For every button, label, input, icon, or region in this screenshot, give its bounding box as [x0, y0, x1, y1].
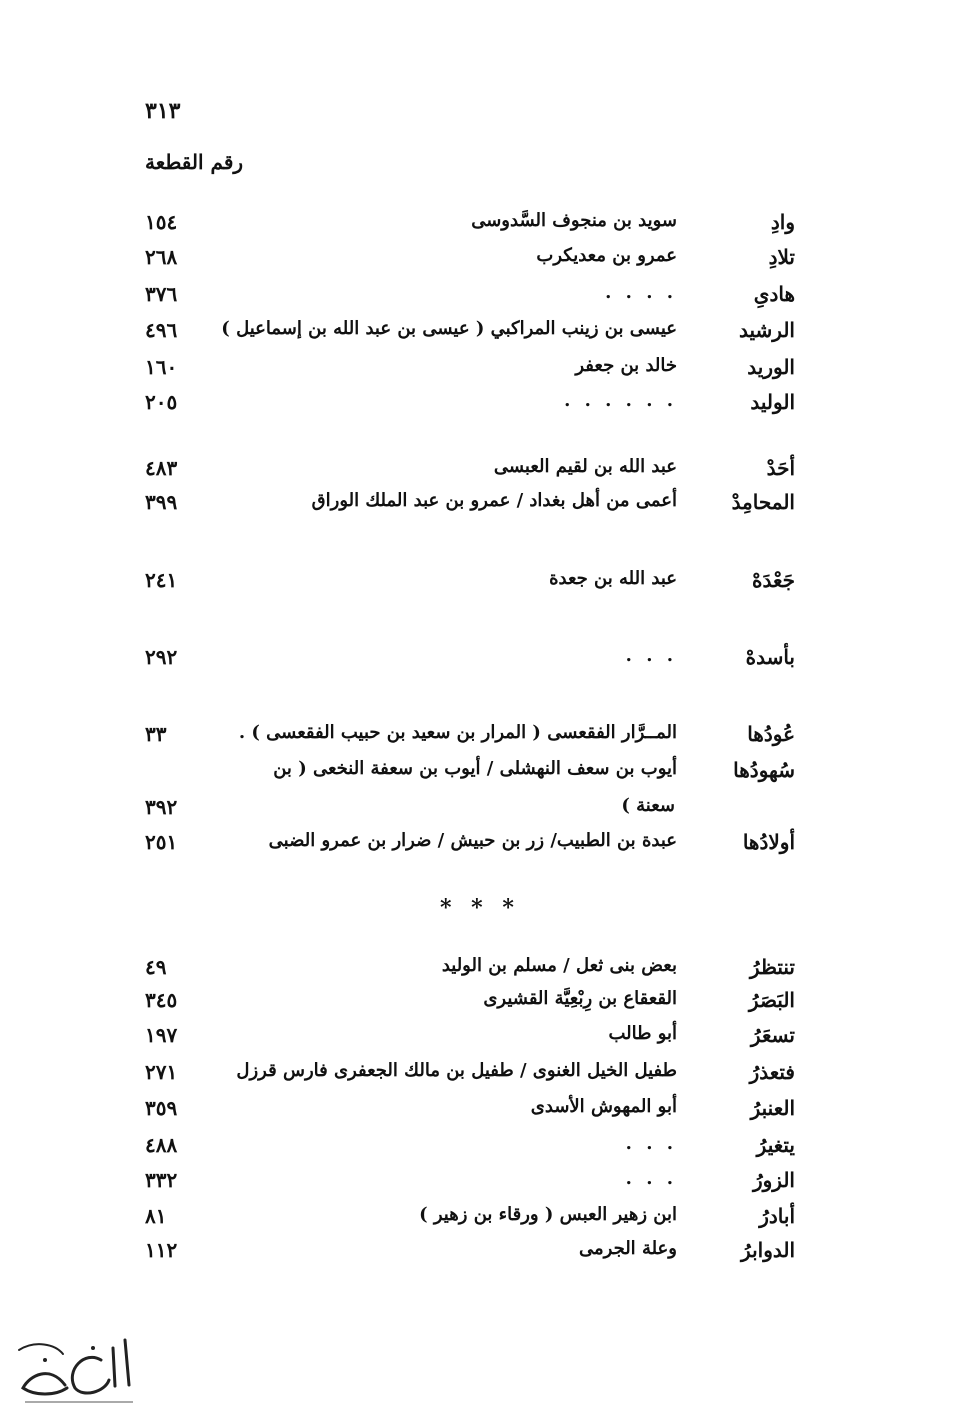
entry-rhyme: هادىِ — [753, 282, 795, 306]
entry-number: ٤٩٦ — [145, 318, 178, 342]
entry-poet: طفيل الخيل الغنوى / طفيل بن مالك الجعفرى فارس قرزل — [236, 1060, 677, 1081]
entry-poet: ابن زهير العبس ( ورقاء بن زهير ) — [419, 1204, 677, 1225]
index-entry — [0, 722, 975, 756]
index-entry — [0, 318, 975, 352]
entry-rhyme: تلادِ — [768, 245, 795, 269]
index-entry — [0, 210, 975, 244]
index-entry — [0, 1133, 975, 1167]
entry-number: ١١٢ — [145, 1238, 178, 1262]
entry-number: ٤٨٨ — [145, 1133, 178, 1157]
entry-rhyme: سُهودُها — [733, 758, 795, 782]
entry-number: ٢٠٥ — [145, 390, 178, 414]
entry-number: ٢٥١ — [145, 830, 178, 854]
entry-poet: . . . — [625, 645, 677, 666]
index-entry — [0, 1204, 975, 1238]
entry-rhyme: المحامِدْ — [731, 490, 795, 514]
entry-number: ٢٩٢ — [145, 645, 178, 669]
entry-poet: عبدة بن الطبيب/ زر بن حبيش / ضرار بن عمرو الضبى — [268, 830, 677, 851]
entry-poet: . . . . . . — [564, 390, 677, 411]
entry-rhyme: البَصَرُ — [748, 988, 795, 1012]
entry-rhyme: أبادرُ — [759, 1204, 795, 1228]
index-entry — [0, 955, 975, 989]
entry-poet: سعنة ) — [621, 795, 675, 816]
calligraphy-watermark-logo — [5, 1330, 145, 1410]
section-separator: * * * — [440, 895, 520, 921]
index-entry — [0, 456, 975, 490]
index-entry — [0, 1023, 975, 1057]
entry-rhyme: عُودُها — [747, 722, 795, 746]
entry-poet: عبد الله بن جعدة — [549, 568, 677, 589]
entry-poet: أبو المهوش الأسدى — [530, 1096, 677, 1117]
entry-number: ٢٧١ — [145, 1060, 178, 1084]
entry-rhyme: الزورُ — [752, 1168, 795, 1192]
index-entry — [0, 355, 975, 389]
entry-number: ٣٥٩ — [145, 1096, 178, 1120]
entry-number: ٣٩٢ — [145, 795, 178, 819]
entry-poet: عيسى بن زينب المراكبي ( عيسى بن عبد الله بن إسماعيل ) — [221, 318, 677, 339]
index-entry — [0, 758, 975, 792]
entry-rhyme: وادِ — [770, 210, 795, 234]
index-entry — [0, 568, 975, 602]
entry-poet: بعض بنى ثعل / مسلم بن الوليد — [441, 955, 677, 976]
index-entry — [0, 795, 975, 829]
entry-number: ٤٨٣ — [145, 456, 178, 480]
entry-poet: عبد الله بن لقيم العبسى — [493, 456, 677, 477]
entry-poet: أعمى من أهل بغداد / عمرو بن عبد الملك الوراق — [311, 490, 677, 511]
entry-rhyme: أحَدْ — [766, 456, 795, 480]
index-entry — [0, 1168, 975, 1202]
entry-rhyme: العنبرُ — [750, 1096, 795, 1120]
entry-number: ٣٧٦ — [145, 282, 178, 306]
entry-rhyme: تنتظرُ — [749, 955, 795, 979]
entry-rhyme: فتعذرُ — [749, 1060, 795, 1084]
index-entry — [0, 390, 975, 424]
entry-number: ١٥٤ — [145, 210, 178, 234]
entry-poet: عمرو بن معديكرب — [536, 245, 677, 266]
entry-poet: المــرَّار الفقعسى ( المرار بن سعيد بن حبيب الفقعسى ) . — [238, 722, 677, 743]
entry-poet: خالد بن جعفر — [575, 355, 677, 376]
entry-poet: أبو طالب — [608, 1023, 677, 1044]
entry-rhyme: بأسدهْ — [745, 645, 795, 669]
entry-number: ١٦٠ — [145, 355, 178, 379]
entry-poet: . . . . — [605, 282, 677, 303]
entry-rhyme: تسعَرُ — [750, 1023, 795, 1047]
entry-number: ٣٤٥ — [145, 988, 178, 1012]
entry-poet: . . . — [625, 1133, 677, 1154]
entry-number: ٣٩٩ — [145, 490, 178, 514]
index-entry — [0, 1096, 975, 1130]
entry-number: ٨١ — [145, 1204, 167, 1228]
index-entry — [0, 830, 975, 864]
entry-number: ٢٦٨ — [145, 245, 178, 269]
entry-rhyme: الوريد — [747, 355, 795, 379]
index-entry — [0, 1238, 975, 1272]
entry-rhyme: أولادُها — [742, 830, 795, 854]
entry-number: ٣٣ — [145, 722, 167, 746]
entry-poet: أيوب بن سعف النهشلى / أيوب بن سعفة النخعى ( بن — [273, 758, 677, 779]
column-header: رقم القطعة — [145, 150, 244, 174]
index-entry — [0, 282, 975, 316]
index-entry — [0, 645, 975, 679]
index-entry — [0, 1060, 975, 1094]
entry-poet: . . . — [625, 1168, 677, 1189]
page-number: ٣١٣ — [145, 98, 181, 124]
entry-poet: القعقاع بن رِبْعِيَّة القشيرى — [483, 988, 677, 1009]
index-entry — [0, 245, 975, 279]
entry-rhyme: جَعْدَهْ — [752, 568, 795, 592]
entry-rhyme: يتغيرُ — [756, 1133, 795, 1157]
entry-number: ٤٩ — [145, 955, 167, 979]
index-entry — [0, 490, 975, 524]
entry-poet: سويد بن منجوف السَّدوسى — [471, 210, 677, 231]
entry-rhyme: الدوابرُ — [741, 1238, 795, 1262]
entry-number: ١٩٧ — [145, 1023, 178, 1047]
index-entry — [0, 988, 975, 1022]
entry-rhyme: الرشيد — [739, 318, 795, 342]
entry-number: ٢٤١ — [145, 568, 178, 592]
entry-rhyme: الوليد — [750, 390, 795, 414]
entry-number: ٣٣٢ — [145, 1168, 178, 1192]
entry-poet: وعلة الجرمى — [579, 1238, 677, 1259]
